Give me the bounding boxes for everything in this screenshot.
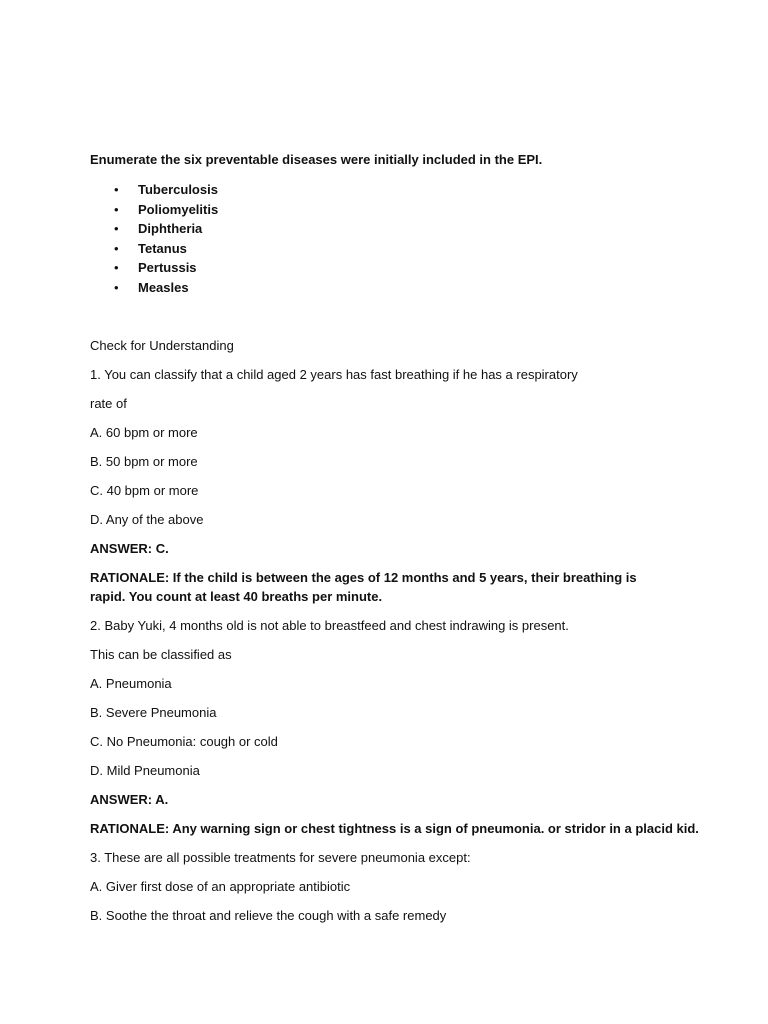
choice-b: B. Severe Pneumonia xyxy=(90,705,217,720)
list-item xyxy=(114,219,218,239)
disease-label: Poliomyelitis xyxy=(138,201,219,217)
choice-a: A. Giver first dose of an appropriate antibiotic xyxy=(90,879,351,894)
bullet-icon: • xyxy=(114,240,119,256)
bullet-icon: • xyxy=(114,279,119,295)
choice-b: B. 50 bpm or more xyxy=(90,454,198,469)
disease-list xyxy=(114,180,218,298)
question-text: 3. These are all possible treatments for severe pneumonia except: xyxy=(90,850,471,865)
list-item xyxy=(114,278,218,298)
rationale: RATIONALE: Any warning sign or chest tightness is a sign of pneumonia. or stridor in a placid kid. xyxy=(90,821,699,836)
disease-label: Tetanus xyxy=(138,240,187,256)
choice-b: B. Soothe the throat and relieve the cough with a safe remedy xyxy=(90,908,447,923)
answer: ANSWER: C. xyxy=(90,541,169,556)
disease-label: Tuberculosis xyxy=(138,182,218,197)
choice-c: C. 40 bpm or more xyxy=(90,483,199,498)
question-text-continued: This can be classified as xyxy=(90,647,232,662)
choice-a: A. 60 bpm or more xyxy=(90,425,198,440)
disease-label: Diphtheria xyxy=(138,221,203,237)
list-item xyxy=(114,258,218,278)
question-text: 2. Baby Yuki, 4 months old is not able to breastfeed and chest indrawing is present. xyxy=(90,618,569,633)
question-text-continued: rate of xyxy=(90,396,127,411)
rationale: RATIONALE: If the child is between the ages of 12 months and 5 years, their breathing is rapid. You count at least 40 breaths per minute. xyxy=(90,570,637,604)
question-text: 1. You can classify that a child aged 2 years has fast breathing if he has a respiratory xyxy=(90,367,578,382)
disease-label: Measles xyxy=(138,279,189,295)
disease-label: Pertussis xyxy=(138,260,197,276)
bullet-icon: • xyxy=(114,201,119,217)
list-item xyxy=(114,200,218,220)
choice-c: C. No Pneumonia: cough or cold xyxy=(90,734,278,749)
choice-d: D. Mild Pneumonia xyxy=(90,763,200,778)
choice-a: A. Pneumonia xyxy=(90,676,172,691)
bullet-icon: • xyxy=(114,260,119,276)
bullet-icon: • xyxy=(114,182,119,197)
choice-d: D. Any of the above xyxy=(90,512,204,527)
epi-heading: Enumerate the six preventable diseases were initially included in the EPI. xyxy=(90,152,543,167)
answer: ANSWER: A. xyxy=(90,792,169,807)
list-item xyxy=(114,239,218,259)
section-title: Check for Understanding xyxy=(90,338,234,353)
list-item xyxy=(114,180,218,200)
bullet-icon: • xyxy=(114,221,119,237)
